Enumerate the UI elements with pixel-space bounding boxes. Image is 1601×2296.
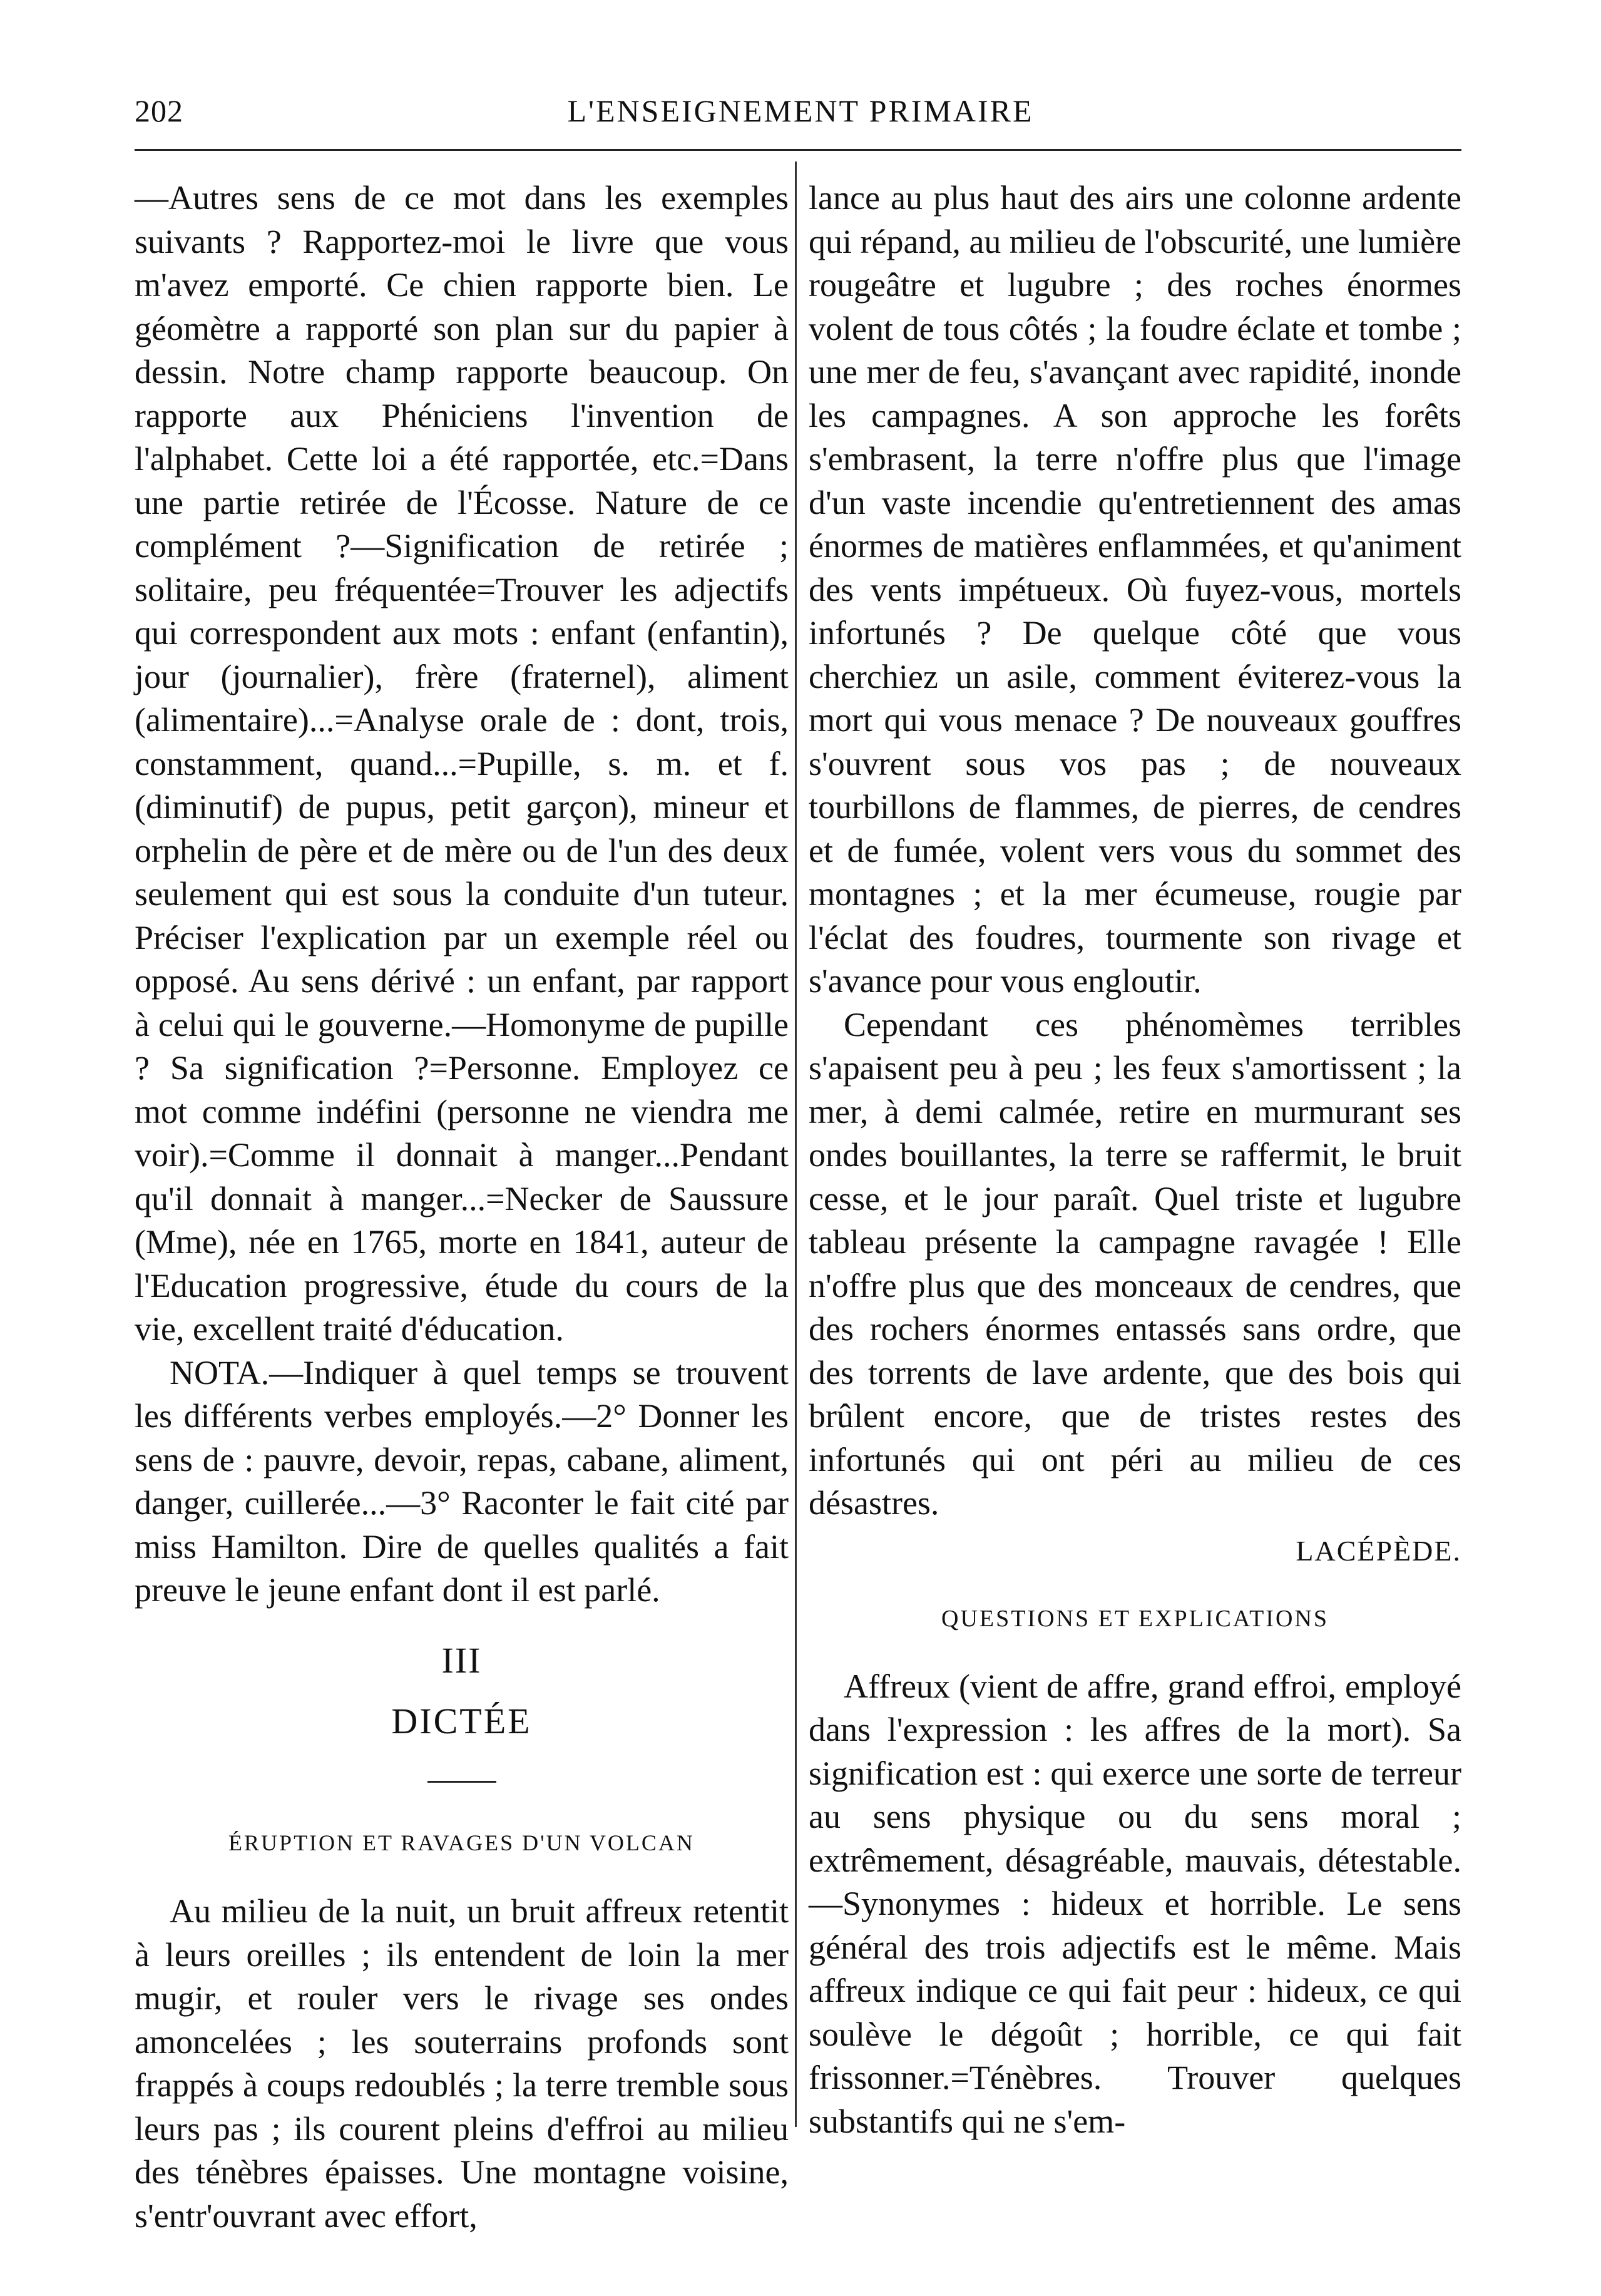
column-divider [795, 161, 797, 2127]
short-divider [427, 1781, 496, 1783]
running-title: L'ENSEIGNEMENT PRIMAIRE [567, 93, 1034, 128]
dictation-paragraph: Au milieu de la nuit, un bruit affreux retentit à leurs oreilles ; ils entendent de loin la mer mugir, et rouler vers le rivage ses ondes amoncelées ; les souterrains profonds sont frappés à coups redoublés ; la terre tremble sous leurs pas ; ils courent pleins d'effroi au milieu des ténèbres épaisses. Une montagne voisine, s'entr'ouvrant avec effort, [135, 1892, 789, 2235]
section-number: III [441, 1639, 482, 1681]
questions-paragraph: Affreux (vient de affre, grand effroi, employé dans l'expression : les affres de la mort). Sa signification est : qui exerce une sorte de terreur au sens physique ou du sens moral ; extrêmement, désagréable, mauvais, détestable.—Synonymes : hideux et horrible. Le sens général des trois adjectifs est le même. Mais affreux indique ce qui fait peur : hideux, ce qui soulève le dégoût ; horrible, ce qui fait frissonner.=Ténèbres. Trouver quelques substantifs qui ne s'em- [809, 1667, 1461, 2140]
author-signature: LACÉPÈDE. [1296, 1534, 1461, 1567]
dictation-continued: lance au plus haut des airs une colonne ardente qui répand, au milieu de l'obscurité, une lumière rougeâtre et lugubre ; des roches énormes volent de tous côtés ; la foudre éclate et tombe ; une mer de feu, s'avançant avec rapidité, inonde les campagnes. A son approche les forêts s'embrasent, la terre n'offre plus que l'image d'un vaste incendie qu'entretiennent des amas énormes de matières enflammées, et qu'animent des vents impétueux. Où fuyez-vous, mortels infortunés ? De quelque côté que vous cherchiez un asile, comment éviterez-vous la mort qui vous menace ? De nouveaux gouffres s'ouvrent sous vos pas ; de nouveaux tourbillons de flammes, de pierres, de cendres et de fumée, volent vers vous du sommet des montagnes ; et la mer écumeuse, rougie par l'éclat des foudres, tourmente son rivage et s'avance pour vous engloutir. [809, 179, 1461, 1000]
right-column [809, 177, 1461, 2143]
header-rule [135, 149, 1461, 151]
left-column [135, 177, 789, 2238]
dictation-paragraph-2: Cependant ces phénomèmes terribles s'apaisent peu à peu ; les feux s'amortissent ; la mer, à demi calmée, retire en murmurant ses ondes bouillantes, la terre se raffermit, le bruit cesse, et le jour paraît. Quel triste et lugubre tableau présente la campagne ravagée ! Elle n'offre plus que des monceaux de cendres, que des rochers énormes entassés sans ordre, que des torrents de lave ardente, que des bois qui brûlent encore, que de tristes restes des infortunés qui ont péri au milieu de ces désastres. [809, 1005, 1461, 1522]
section-title: DICTÉE [391, 1701, 532, 1741]
intro-paragraph: —Autres sens de ce mot dans les exemples suivants ? Rapportez-moi le livre que vous m'avez emporté. Ce chien rapporte bien. Le géomètre a rapporté son plan sur du papier à dessin. Notre champ rapporte beaucoup. On rapporte aux Phéniciens l'invention de l'alphabet. Cette loi a été rapportée, etc.=Dans une partie retirée de l'Écosse. Nature de ce complément ?—Signification de retirée ; solitaire, peu fréquentée=Trouver les adjectifs qui correspondent aux mots : enfant (enfantin), jour (journalier), frère (fraternel), aliment (alimentaire)...=Analyse orale de : dont, trois, constamment, quand...=Pupille, s. m. et f. (diminutif) de pupus, petit garçon), mineur et orphelin de père et de mère ou de l'un des deux seulement qui est sous la conduite d'un tuteur. Préciser l'explication par un exemple réel ou opposé. Au sens dérivé : un enfant, par rapport à celui qui le gouverne.—Homonyme de pupille ? Sa signification ?=Personne. Employez ce mot comme indéfini (personne ne viendra me voir).=Comme il donnait à manger...Pendant qu'il donnait à manger...=Necker de Saussure (Mme), née en 1765, morte en 1841, auteur de l'Education progressive, étude du cours de la vie, excellent traité d'éducation. [135, 179, 789, 1348]
questions-title: QUESTIONS ET EXPLICATIONS [941, 1606, 1329, 1632]
page-number: 202 [135, 93, 183, 128]
dictation-title: ÉRUPTION ET RAVAGES D'UN VOLCAN [228, 1830, 695, 1855]
nota-paragraph: NOTA.—Indiquer à quel temps se trouvent les différents verbes employés.—2° Donner les sens de : pauvre, devoir, repas, cabane, aliment, danger, cuillerée...—3° Raconter le fait cité par miss Hamilton. Dire de quelles qualités a fait preuve le jeune enfant dont il est parlé. [135, 1353, 789, 1609]
